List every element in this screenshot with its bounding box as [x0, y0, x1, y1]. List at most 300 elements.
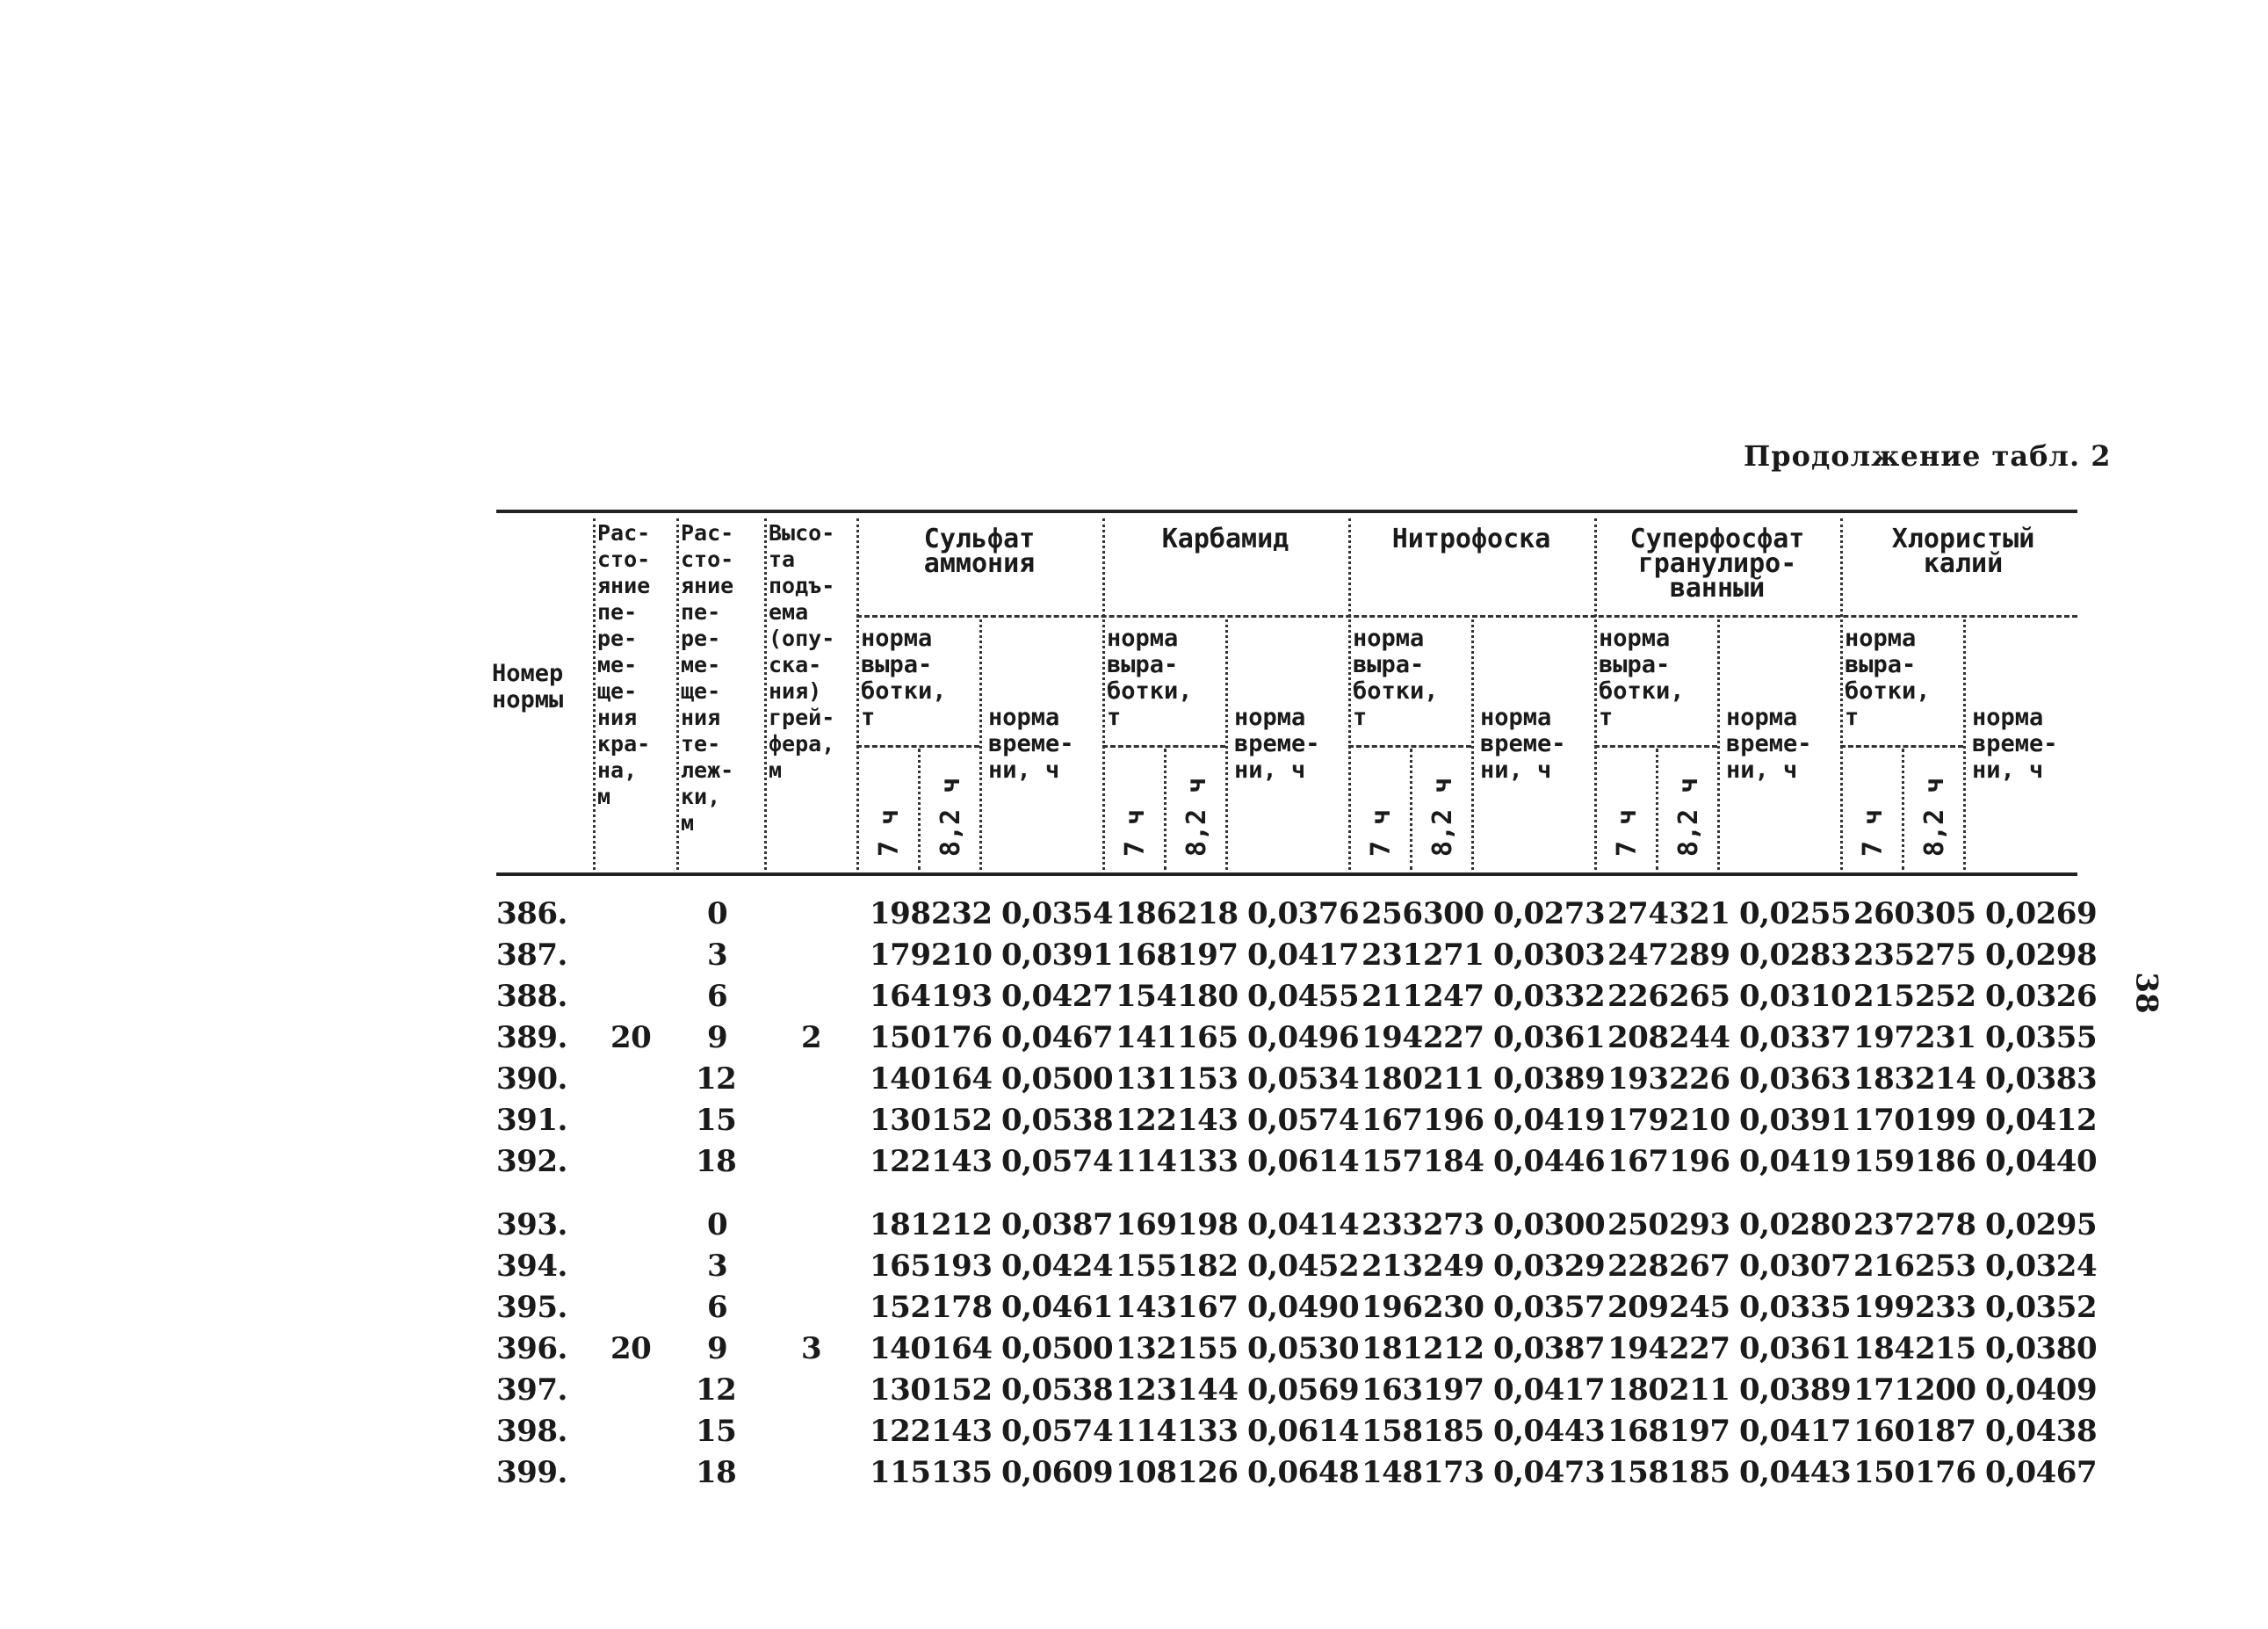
row-number: 398.: [496, 1414, 567, 1449]
value-cell: 0,0417: [1493, 1372, 1606, 1408]
value-cell: 249: [1423, 1249, 1484, 1284]
trolley-distance-cell: 18: [696, 1455, 737, 1490]
value-cell: 183: [1853, 1061, 1915, 1097]
value-cell: 0,0337: [1739, 1020, 1852, 1055]
row-number: 391.: [496, 1103, 567, 1138]
value-cell: 176: [1915, 1455, 1976, 1490]
value-cell: 0,0614: [1247, 1414, 1360, 1449]
value-cell: 197: [1423, 1372, 1484, 1408]
table-row: [492, 1144, 2098, 1184]
value-cell: 122: [870, 1144, 931, 1179]
value-cell: 253: [1915, 1249, 1976, 1284]
value-cell: 186: [1116, 896, 1177, 931]
value-cell: 135: [931, 1455, 993, 1490]
value-cell: 0,0335: [1739, 1290, 1852, 1325]
trolley-distance-cell: 0: [707, 1207, 728, 1242]
value-cell: 214: [1915, 1061, 1976, 1097]
header-number: Номер нормы: [492, 660, 564, 713]
value-cell: 0,0417: [1739, 1414, 1852, 1449]
row-number: 390.: [496, 1061, 567, 1097]
value-cell: 133: [1177, 1414, 1239, 1449]
crane-distance-cell: 20: [610, 1020, 652, 1055]
value-cell: 170: [1853, 1103, 1915, 1138]
value-cell: 0,0389: [1493, 1061, 1606, 1097]
value-cell: 159: [1853, 1144, 1915, 1179]
value-cell: 0,0307: [1739, 1249, 1852, 1284]
trolley-distance-cell: 9: [707, 1020, 728, 1055]
value-cell: 160: [1853, 1414, 1915, 1449]
value-cell: 0,0357: [1493, 1290, 1606, 1325]
value-cell: 0,0303: [1493, 938, 1606, 973]
norm-output-header: норма выра- ботки, т: [861, 625, 947, 731]
header-divider: [1102, 518, 1105, 870]
header-crane-distance: Рас- сто- яние пе- ре- ме- ще- ния кра- на, м: [597, 520, 651, 809]
value-cell: 152: [931, 1103, 993, 1138]
value-cell: 228: [1607, 1249, 1669, 1284]
value-cell: 0,0419: [1739, 1144, 1852, 1179]
value-cell: 122: [870, 1414, 931, 1449]
value-cell: 0,0455: [1247, 979, 1360, 1014]
value-cell: 143: [1116, 1290, 1177, 1325]
value-cell: 247: [1607, 938, 1669, 973]
value-cell: 233: [1362, 1207, 1423, 1242]
table-row: [492, 896, 2098, 937]
value-cell: 267: [1669, 1249, 1730, 1284]
value-cell: 122: [1116, 1103, 1177, 1138]
value-cell: 196: [1362, 1290, 1423, 1325]
value-cell: 150: [870, 1020, 931, 1055]
table-row: [492, 979, 2098, 1019]
norm-time-header: норма време- ни, ч: [1972, 704, 2058, 784]
value-cell: 126: [1177, 1455, 1239, 1490]
value-cell: 165: [1177, 1020, 1239, 1055]
value-cell: 0,0355: [1985, 1020, 2098, 1055]
table-row: [492, 1372, 2098, 1413]
value-cell: 197: [1853, 1020, 1915, 1055]
value-cell: 213: [1362, 1249, 1423, 1284]
value-cell: 252: [1915, 979, 1976, 1014]
value-cell: 123: [1116, 1372, 1177, 1408]
value-cell: 215: [1915, 1331, 1976, 1366]
value-cell: 0,0609: [1001, 1455, 1114, 1490]
value-cell: 199: [1853, 1290, 1915, 1325]
norm-output-header: норма выра- ботки, т: [1353, 625, 1439, 731]
crane-distance-cell: 20: [610, 1331, 652, 1366]
value-cell: 164: [870, 979, 931, 1014]
value-cell: 210: [931, 938, 993, 973]
value-cell: 0,0273: [1493, 896, 1606, 931]
value-cell: 0,0361: [1493, 1020, 1606, 1055]
value-cell: 181: [1362, 1331, 1423, 1366]
value-cell: 193: [931, 979, 993, 1014]
value-cell: 198: [1177, 1207, 1239, 1242]
table-row: [492, 938, 2098, 978]
value-cell: 185: [1669, 1455, 1730, 1490]
value-cell: 245: [1669, 1290, 1730, 1325]
value-cell: 0,0412: [1985, 1103, 2098, 1138]
subheader-divider: [1717, 619, 1720, 870]
value-cell: 0,0438: [1985, 1414, 2098, 1449]
row-number: 399.: [496, 1455, 567, 1490]
row-number: 394.: [496, 1249, 567, 1284]
value-cell: 0,0383: [1985, 1061, 2098, 1097]
value-cell: 226: [1607, 979, 1669, 1014]
value-cell: 0,0419: [1493, 1103, 1606, 1138]
value-cell: 250: [1607, 1207, 1669, 1242]
value-cell: 0,0574: [1247, 1103, 1360, 1138]
value-cell: 0,0361: [1739, 1331, 1852, 1366]
value-cell: 0,0427: [1001, 979, 1114, 1014]
value-cell: 163: [1362, 1372, 1423, 1408]
value-cell: 244: [1669, 1020, 1730, 1055]
value-cell: 0,0380: [1985, 1331, 2098, 1366]
value-cell: 0,0298: [1985, 938, 2098, 973]
value-cell: 305: [1915, 896, 1976, 931]
value-cell: 0,0473: [1493, 1455, 1606, 1490]
subheader-divider: [1164, 749, 1167, 870]
value-cell: 179: [870, 938, 931, 973]
value-cell: 0,0648: [1247, 1455, 1360, 1490]
value-cell: 233: [1915, 1290, 1976, 1325]
trolley-distance-cell: 3: [707, 938, 728, 973]
value-cell: 215: [1853, 979, 1915, 1014]
subheader-divider: [918, 749, 921, 870]
value-cell: 0,0310: [1739, 979, 1852, 1014]
value-cell: 260: [1853, 896, 1915, 931]
table-row: [492, 1207, 2098, 1248]
value-cell: 164: [931, 1061, 993, 1097]
value-cell: 0,0326: [1985, 979, 2098, 1014]
value-cell: 152: [931, 1372, 993, 1408]
value-cell: 199: [1915, 1103, 1976, 1138]
header-bottom-rule: [496, 872, 2077, 876]
value-cell: 0,0414: [1247, 1207, 1360, 1242]
page-number: 38: [2128, 972, 2164, 1014]
value-cell: 321: [1669, 896, 1730, 931]
value-cell: 115: [870, 1455, 931, 1490]
value-cell: 133: [1177, 1144, 1239, 1179]
value-cell: 0,0295: [1985, 1207, 2098, 1242]
value-cell: 0,0363: [1739, 1061, 1852, 1097]
value-cell: 226: [1669, 1061, 1730, 1097]
value-cell: 167: [1607, 1144, 1669, 1179]
row-number: 387.: [496, 938, 567, 973]
group-name: Суперфосфат гранулиро- ванный: [1629, 524, 1805, 604]
sub-header-8-2h: 8,2 ч: [1919, 777, 1950, 857]
table-row: [492, 1290, 2098, 1330]
value-cell: 167: [1362, 1103, 1423, 1138]
value-cell: 237: [1853, 1207, 1915, 1242]
value-cell: 0,0389: [1739, 1372, 1852, 1408]
value-cell: 211: [1423, 1061, 1484, 1097]
sub-header-7h: 7 ч: [1612, 808, 1643, 857]
trolley-distance-cell: 15: [696, 1103, 737, 1138]
value-cell: 0,0461: [1001, 1290, 1114, 1325]
value-cell: 168: [1607, 1414, 1669, 1449]
value-cell: 0,0387: [1001, 1207, 1114, 1242]
value-cell: 208: [1607, 1020, 1669, 1055]
value-cell: 196: [1669, 1144, 1730, 1179]
sub-header-8-2h: 8,2 ч: [1673, 777, 1704, 857]
value-cell: 0,0269: [1985, 896, 2098, 931]
header-divider: [764, 518, 767, 870]
value-cell: 165: [870, 1249, 931, 1284]
header-grab-height: Высо- та подъ- ема (опу- ска- ния) грей- фера, м: [769, 520, 835, 783]
trolley-distance-cell: 15: [696, 1414, 737, 1449]
value-cell: 193: [1607, 1061, 1669, 1097]
value-cell: 108: [1116, 1455, 1177, 1490]
value-cell: 114: [1116, 1414, 1177, 1449]
value-cell: 0,0574: [1001, 1414, 1114, 1449]
value-cell: 157: [1362, 1144, 1423, 1179]
subheader-rule: [1840, 745, 1963, 748]
subheader-divider: [1963, 619, 1966, 870]
value-cell: 176: [931, 1020, 993, 1055]
trolley-distance-cell: 12: [696, 1372, 737, 1408]
value-cell: 211: [1362, 979, 1423, 1014]
value-cell: 131: [1116, 1061, 1177, 1097]
norm-output-header: норма выра- ботки, т: [1599, 625, 1685, 731]
subheader-rule: [1102, 745, 1225, 748]
row-number: 396.: [496, 1331, 567, 1366]
value-cell: 265: [1669, 979, 1730, 1014]
table-row: [492, 1103, 2098, 1143]
value-cell: 154: [1116, 979, 1177, 1014]
value-cell: 155: [1116, 1249, 1177, 1284]
trolley-distance-cell: 18: [696, 1144, 737, 1179]
value-cell: 184: [1853, 1331, 1915, 1366]
norm-output-header: норма выра- ботки, т: [1107, 625, 1193, 731]
value-cell: 0,0443: [1493, 1414, 1606, 1449]
table-row: [492, 1331, 2098, 1372]
sub-header-8-2h: 8,2 ч: [1181, 777, 1212, 857]
value-cell: 0,0424: [1001, 1249, 1114, 1284]
header-divider: [593, 518, 596, 870]
value-cell: 0,0467: [1001, 1020, 1114, 1055]
value-cell: 143: [1177, 1103, 1239, 1138]
value-cell: 143: [931, 1414, 993, 1449]
value-cell: 0,0255: [1739, 896, 1852, 931]
value-cell: 198: [870, 896, 931, 931]
value-cell: 275: [1915, 938, 1976, 973]
value-cell: 0,0417: [1247, 938, 1360, 973]
trolley-distance-cell: 3: [707, 1249, 728, 1284]
value-cell: 0,0467: [1985, 1455, 2098, 1490]
table-top-rule: [496, 510, 2077, 513]
value-cell: 212: [1423, 1331, 1484, 1366]
value-cell: 232: [931, 896, 993, 931]
value-cell: 0,0490: [1247, 1290, 1360, 1325]
group-name: Нитрофоска: [1391, 524, 1551, 554]
value-cell: 0,0300: [1493, 1207, 1606, 1242]
row-number: 386.: [496, 896, 567, 931]
value-cell: 144: [1177, 1372, 1239, 1408]
value-cell: 0,0409: [1985, 1372, 2098, 1408]
subheader-divider: [1656, 749, 1658, 870]
value-cell: 209: [1607, 1290, 1669, 1325]
value-cell: 0,0443: [1739, 1455, 1852, 1490]
header-group-rule: [856, 615, 2077, 618]
value-cell: 274: [1607, 896, 1669, 931]
value-cell: 0,0538: [1001, 1372, 1114, 1408]
value-cell: 179: [1607, 1103, 1669, 1138]
value-cell: 187: [1915, 1414, 1976, 1449]
header-divider: [1594, 518, 1597, 870]
value-cell: 194: [1362, 1020, 1423, 1055]
value-cell: 164: [931, 1331, 993, 1366]
row-number: 397.: [496, 1372, 567, 1408]
value-cell: 216: [1853, 1249, 1915, 1284]
value-cell: 158: [1607, 1455, 1669, 1490]
value-cell: 178: [931, 1290, 993, 1325]
value-cell: 0,0500: [1001, 1331, 1114, 1366]
value-cell: 0,0452: [1247, 1249, 1360, 1284]
value-cell: 180: [1607, 1372, 1669, 1408]
value-cell: 200: [1915, 1372, 1976, 1408]
value-cell: 247: [1423, 979, 1484, 1014]
value-cell: 153: [1177, 1061, 1239, 1097]
value-cell: 0,0324: [1985, 1249, 2098, 1284]
value-cell: 0,0332: [1493, 979, 1606, 1014]
value-cell: 0,0376: [1247, 896, 1360, 931]
value-cell: 256: [1362, 896, 1423, 931]
sub-header-8-2h: 8,2 ч: [935, 777, 966, 857]
value-cell: 169: [1116, 1207, 1177, 1242]
row-number: 389.: [496, 1020, 567, 1055]
table-caption: Продолжение табл. 2: [1744, 439, 2112, 473]
value-cell: 0,0280: [1739, 1207, 1852, 1242]
value-cell: 182: [1177, 1249, 1239, 1284]
table-row: [492, 1061, 2098, 1102]
subheader-rule: [1594, 745, 1717, 748]
trolley-distance-cell: 6: [707, 979, 728, 1014]
value-cell: 0,0329: [1493, 1249, 1606, 1284]
row-number: 392.: [496, 1144, 567, 1179]
subheader-divider: [979, 619, 982, 870]
value-cell: 0,0391: [1739, 1103, 1852, 1138]
value-cell: 231: [1362, 938, 1423, 973]
group-name: Хлористый калий: [1891, 524, 2035, 579]
value-cell: 0,0391: [1001, 938, 1114, 973]
value-cell: 130: [870, 1103, 931, 1138]
value-cell: 227: [1669, 1331, 1730, 1366]
trolley-distance-cell: 6: [707, 1290, 728, 1325]
value-cell: 0,0500: [1001, 1061, 1114, 1097]
value-cell: 181: [870, 1207, 931, 1242]
sub-header-8-2h: 8,2 ч: [1427, 777, 1458, 857]
value-cell: 210: [1669, 1103, 1730, 1138]
norm-time-header: норма време- ни, ч: [1726, 704, 1812, 784]
subheader-divider: [1410, 749, 1412, 870]
value-cell: 0,0496: [1247, 1020, 1360, 1055]
norm-time-header: норма време- ни, ч: [1234, 704, 1320, 784]
value-cell: 0,0534: [1247, 1061, 1360, 1097]
value-cell: 141: [1116, 1020, 1177, 1055]
value-cell: 197: [1669, 1414, 1730, 1449]
value-cell: 168: [1116, 938, 1177, 973]
value-cell: 173: [1423, 1455, 1484, 1490]
value-cell: 218: [1177, 896, 1239, 931]
value-cell: 293: [1669, 1207, 1730, 1242]
value-cell: 230: [1423, 1290, 1484, 1325]
trolley-distance-cell: 9: [707, 1331, 728, 1366]
sub-header-7h: 7 ч: [1120, 808, 1151, 857]
value-cell: 0,0387: [1493, 1331, 1606, 1366]
value-cell: 194: [1607, 1331, 1669, 1366]
value-cell: 0,0440: [1985, 1144, 2098, 1179]
header-divider: [1840, 518, 1843, 870]
value-cell: 231: [1915, 1020, 1976, 1055]
value-cell: 0,0574: [1001, 1144, 1114, 1179]
trolley-distance-cell: 12: [696, 1061, 737, 1097]
value-cell: 212: [931, 1207, 993, 1242]
value-cell: 140: [870, 1061, 931, 1097]
value-cell: 186: [1915, 1144, 1976, 1179]
trolley-distance-cell: 0: [707, 896, 728, 931]
sub-header-7h: 7 ч: [874, 808, 905, 857]
value-cell: 185: [1423, 1414, 1484, 1449]
value-cell: 140: [870, 1331, 931, 1366]
header-divider: [1348, 518, 1351, 870]
header-trolley-distance: Рас- сто- яние пе- ре- ме- ще- ния те- леж- ки, м: [681, 520, 734, 836]
subheader-divider: [1225, 619, 1228, 870]
sub-header-7h: 7 ч: [1366, 808, 1397, 857]
value-cell: 114: [1116, 1144, 1177, 1179]
row-number: 395.: [496, 1290, 567, 1325]
value-cell: 158: [1362, 1414, 1423, 1449]
subheader-rule: [856, 745, 979, 748]
subheader-rule: [1348, 745, 1471, 748]
value-cell: 155: [1177, 1331, 1239, 1366]
value-cell: 271: [1423, 938, 1484, 973]
value-cell: 184: [1423, 1144, 1484, 1179]
grab-height-cell: 2: [801, 1020, 822, 1055]
value-cell: 227: [1423, 1020, 1484, 1055]
table-row: [492, 1249, 2098, 1289]
norm-output-header: норма выра- ботки, т: [1845, 625, 1931, 731]
table-row: [492, 1414, 2098, 1454]
grab-height-cell: 3: [801, 1331, 822, 1366]
header-divider: [676, 518, 679, 870]
value-cell: 143: [931, 1144, 993, 1179]
subheader-divider: [1471, 619, 1474, 870]
value-cell: 150: [1853, 1455, 1915, 1490]
value-cell: 132: [1116, 1331, 1177, 1366]
value-cell: 148: [1362, 1455, 1423, 1490]
sub-header-7h: 7 ч: [1858, 808, 1889, 857]
value-cell: 0,0614: [1247, 1144, 1360, 1179]
table-row: [492, 1455, 2098, 1495]
value-cell: 167: [1177, 1290, 1239, 1325]
header-divider: [856, 518, 859, 870]
group-name: Карбамид: [1161, 524, 1289, 554]
norm-time-header: норма време- ни, ч: [988, 704, 1074, 784]
value-cell: 0,0446: [1493, 1144, 1606, 1179]
value-cell: 152: [870, 1290, 931, 1325]
value-cell: 0,0354: [1001, 896, 1114, 931]
value-cell: 211: [1669, 1372, 1730, 1408]
value-cell: 278: [1915, 1207, 1976, 1242]
value-cell: 180: [1362, 1061, 1423, 1097]
value-cell: 273: [1423, 1207, 1484, 1242]
value-cell: 0,0530: [1247, 1331, 1360, 1366]
value-cell: 0,0569: [1247, 1372, 1360, 1408]
value-cell: 196: [1423, 1103, 1484, 1138]
norm-time-header: норма време- ни, ч: [1480, 704, 1566, 784]
value-cell: 197: [1177, 938, 1239, 973]
value-cell: 193: [931, 1249, 993, 1284]
value-cell: 180: [1177, 979, 1239, 1014]
